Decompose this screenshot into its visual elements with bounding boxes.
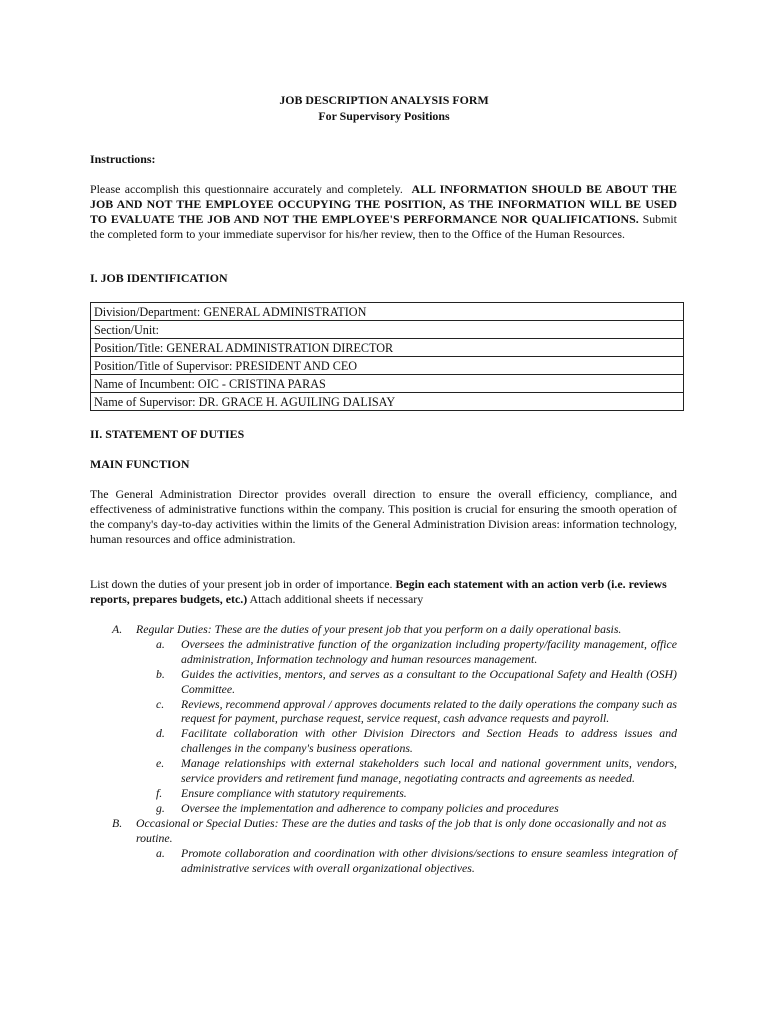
table-row — [91, 375, 684, 393]
form-header — [0, 93, 768, 124]
table-row — [91, 339, 684, 357]
duty-text: Promote collaboration and coordination with other divisions/sections to ensure seamless integration of administrative services with overall organizational objectives. — [181, 845, 677, 875]
table-row — [91, 393, 684, 411]
duty-text: Facilitate collaboration with other Division Directors and Section Heads to address issues and challenges in the company's business operations. — [181, 726, 677, 756]
duty-text: Reviews, recommend approval / approves documents related to the daily operations the company such as request for payment, purchase request, service request, cash advance requests and payroll. — [181, 696, 677, 726]
duty-text: Oversee the implementation and adherence to company policies and procedures — [181, 800, 559, 815]
duty-text: Guides the activities, mentors, and serves as a consultant to the Occupational Safety and Health (OSH) Committee. — [181, 666, 677, 696]
list-marker: d. — [156, 726, 165, 741]
duties-list — [112, 622, 677, 875]
list-item — [156, 801, 677, 816]
list-marker: e. — [156, 756, 165, 771]
main-function-heading: MAIN FUNCTION — [90, 457, 190, 471]
list-item — [156, 756, 677, 786]
duties-instructions — [90, 577, 677, 607]
section-job-identification-heading: I. JOB IDENTIFICATION — [90, 271, 228, 285]
instructions-text-intro: Please accomplish this questionnaire accurately and completely. — [90, 182, 403, 196]
list-marker: A. — [112, 622, 123, 636]
duties-instructions-emphasis: Begin each statement with an action verb (i.e. reviews reports, prepares budgets, etc.) — [90, 577, 667, 606]
duties-instructions-end: Attach additional sheets if necessary — [249, 592, 424, 606]
list-item — [156, 697, 677, 727]
form-subtitle: For Supervisory Positions — [318, 108, 450, 123]
job-identification-table — [90, 302, 684, 411]
table-cell: Name of Supervisor: DR. GRACE H. AGUILING DALISAY — [91, 393, 684, 411]
list-marker: b. — [156, 666, 165, 681]
list-item — [156, 637, 677, 667]
table-cell: Name of Incumbent: OIC - CRISTINA PARAS — [91, 375, 684, 393]
form-title: JOB DESCRIPTION ANALYSIS FORM — [279, 93, 489, 107]
table-row — [91, 321, 684, 339]
list-item — [156, 667, 677, 697]
category-label: Regular Duties: These are the duties of your present job that you perform on a daily operational basis. — [136, 622, 622, 636]
list-marker: a. — [156, 636, 165, 651]
table-cell: Section/Unit: — [91, 321, 684, 339]
category-label: Occasional or Special Duties: These are the duties and tasks of the job that is only done occasionally and not as routine. — [136, 815, 667, 845]
list-marker: B. — [112, 815, 123, 830]
instructions-text-submit: Submit the completed form to your immediate supervisor for his/her review, then to the Office of the Human Resources. — [90, 212, 677, 241]
list-item — [156, 786, 677, 801]
occasional-duties-category — [112, 816, 677, 846]
table-row — [91, 357, 684, 375]
duty-text: Ensure compliance with statutory requirements. — [181, 785, 407, 800]
section-statement-of-duties-heading: II. STATEMENT OF DUTIES — [90, 427, 245, 441]
regular-duties-category — [112, 622, 677, 637]
instructions-heading: Instructions: — [90, 152, 156, 166]
duty-text: Oversees the administrative function of the organization including property/facility management, office administration, Information technology and human resources management. — [181, 636, 677, 666]
table-cell: Position/Title: GENERAL ADMINISTRATION DIRECTOR — [91, 339, 684, 357]
table-cell: Division/Department: GENERAL ADMINISTRATION — [91, 303, 684, 321]
main-function-text: The General Administration Director provides overall direction to ensure the overall efficiency, compliance, and effectiveness of administrative functions within the company. This position is crucial for ensuring the smooth operation of the company's day-to-day activities within the limits of the General Administration Division areas: information technology, human resources and office administration. — [90, 487, 677, 546]
table-cell: Position/Title of Supervisor: PRESIDENT AND CEO — [91, 357, 684, 375]
list-marker: f. — [156, 785, 163, 800]
table-row — [91, 303, 684, 321]
instructions-text-emphasis: ALL INFORMATION SHOULD BE ABOUT THE JOB AND NOT THE EMPLOYEE OCCUPYING THE POSITION, AS THE INFORMATION WILL BE USED TO EVALUATE THE JOB AND NOT THE EMPLOYEE'S PERFORMANCE NOR QUALIFICATIONS. — [90, 182, 677, 226]
list-marker: a. — [156, 845, 165, 860]
list-item — [156, 726, 677, 756]
list-item — [156, 846, 677, 876]
list-marker: g. — [156, 800, 165, 815]
list-marker: c. — [156, 696, 165, 711]
instructions-text — [90, 182, 677, 242]
duties-instructions-intro: List down the duties of your present job in order of importance. — [90, 577, 393, 591]
duty-text: Manage relationships with external stakeholders such local and national government units, vendors, service providers and retirement fund manage, negotiating contracts and agreements as needed. — [181, 756, 677, 786]
